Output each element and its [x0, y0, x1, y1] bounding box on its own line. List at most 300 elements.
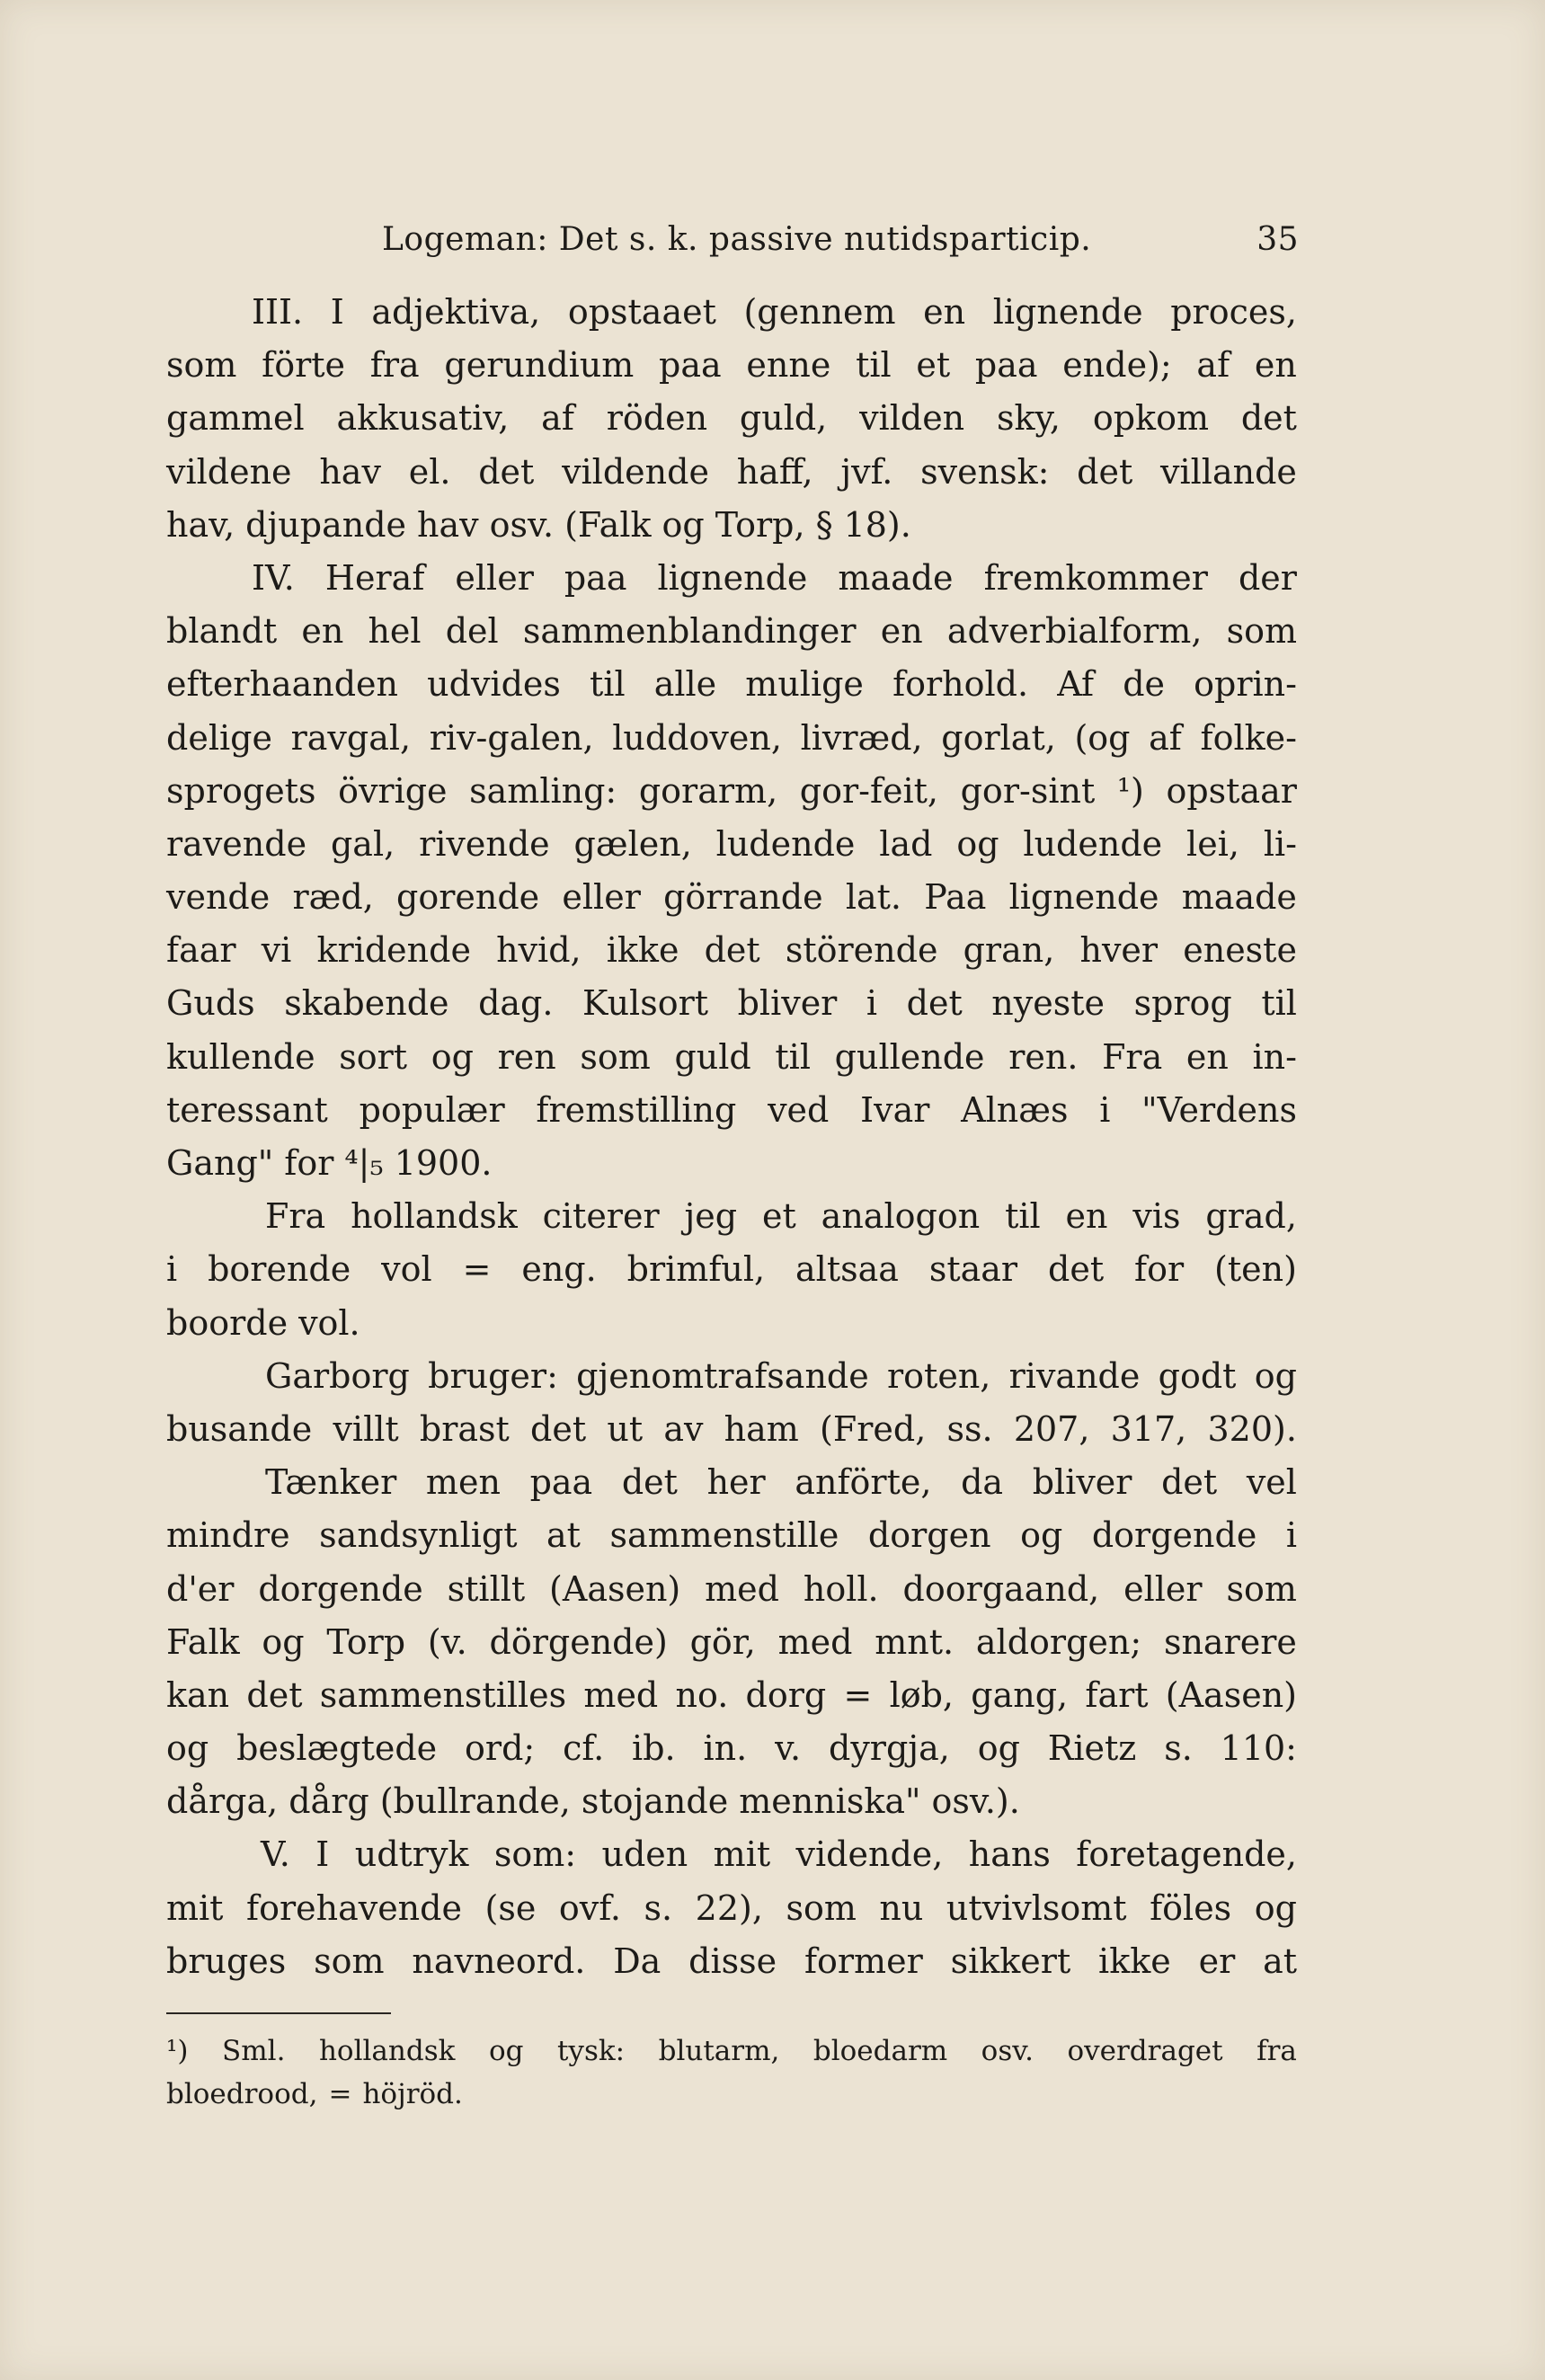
- word: ren: [497, 1036, 556, 1077]
- word: ⁴|₅: [344, 1143, 384, 1183]
- word: lad: [879, 823, 933, 864]
- text-line: [166, 1509, 1297, 1562]
- word: föles: [1150, 1887, 1232, 1928]
- word: og: [262, 1621, 305, 1662]
- word: bloedrood,: [166, 2078, 318, 2110]
- word: til: [590, 664, 626, 705]
- word: hav: [417, 504, 479, 545]
- word: busande: [166, 1408, 313, 1449]
- footnote: [166, 2029, 1297, 2116]
- word: lignende: [1008, 877, 1159, 918]
- word: her: [706, 1462, 766, 1503]
- word: vi: [261, 930, 292, 971]
- word: el.: [408, 451, 451, 492]
- word: lei,: [1186, 823, 1239, 864]
- word: mindre: [166, 1515, 290, 1556]
- body-text: [166, 286, 1297, 1988]
- word: og: [1254, 1355, 1297, 1396]
- word: af: [541, 398, 574, 439]
- text-line: [166, 1935, 1297, 1988]
- word: li-: [1263, 823, 1297, 864]
- word: brast: [419, 1408, 510, 1449]
- word: i: [866, 983, 878, 1024]
- word: det: [246, 1674, 303, 1715]
- word: gang,: [971, 1674, 1069, 1715]
- word: sky,: [996, 398, 1061, 439]
- word: grad,: [1205, 1196, 1297, 1237]
- word: samling:: [469, 770, 617, 811]
- word: eller: [1123, 1568, 1203, 1609]
- word: (gennem: [743, 292, 896, 332]
- word: 317,: [1110, 1408, 1187, 1449]
- word: ss.: [946, 1408, 993, 1449]
- word: adjektiva,: [371, 292, 541, 332]
- word: osv.).: [931, 1781, 1020, 1822]
- word: uden: [601, 1834, 688, 1875]
- word: gor-sint: [960, 770, 1096, 811]
- word: det: [1048, 1249, 1105, 1290]
- word: ikke: [1098, 1940, 1171, 1981]
- word: gör,: [689, 1621, 756, 1662]
- word: v.: [775, 1728, 802, 1769]
- text-line: [166, 1563, 1297, 1616]
- word: III.: [252, 292, 304, 332]
- word: s.: [1164, 1728, 1193, 1769]
- text-line: [166, 1031, 1297, 1084]
- word: Guds: [166, 983, 255, 1024]
- word: jvf.: [840, 451, 893, 492]
- word: sammenstille: [609, 1515, 839, 1556]
- word: stillt: [447, 1568, 526, 1609]
- word: dorgen: [867, 1515, 991, 1556]
- word: vildene: [166, 451, 292, 492]
- word: =: [462, 1249, 492, 1290]
- running-head: [382, 220, 1299, 260]
- word: ræd,: [292, 877, 374, 918]
- word: boorde: [166, 1302, 289, 1343]
- word: gal,: [330, 823, 395, 864]
- word: som: [1226, 611, 1297, 652]
- word: "Verdens: [1141, 1089, 1297, 1130]
- word: hollandsk: [351, 1196, 518, 1237]
- word: 18).: [843, 504, 911, 545]
- text-line: [166, 1350, 1297, 1403]
- word: (Fred,: [820, 1408, 927, 1449]
- word: beslægtede: [236, 1728, 438, 1769]
- word: osv.: [981, 2035, 1034, 2067]
- word: det: [621, 1462, 678, 1503]
- text-line: [166, 605, 1297, 658]
- word: Garborg: [265, 1355, 410, 1396]
- word: for: [1134, 1249, 1185, 1290]
- word: som:: [493, 1834, 577, 1875]
- word: (og: [1074, 717, 1131, 758]
- word: udvides: [427, 664, 561, 705]
- word: 22),: [695, 1887, 763, 1928]
- word: sandsynligt: [319, 1515, 518, 1556]
- word: menniska": [739, 1781, 921, 1822]
- word: Torp,: [715, 504, 805, 545]
- word: (ten): [1214, 1249, 1297, 1290]
- word: ravende: [166, 823, 307, 864]
- text-line: [166, 1828, 1297, 1881]
- word: de: [1123, 664, 1166, 705]
- word: holl.: [803, 1568, 879, 1609]
- word: hvid,: [496, 930, 582, 971]
- word: men: [425, 1462, 501, 1503]
- text-line: [166, 924, 1297, 977]
- text-line: [166, 1190, 1297, 1243]
- word: af: [1149, 717, 1182, 758]
- word: görrande: [663, 877, 823, 918]
- word: bruger:: [428, 1355, 558, 1396]
- word: villt: [333, 1408, 399, 1449]
- word: som: [166, 345, 237, 386]
- word: bloedarm: [812, 2035, 948, 2067]
- word: faar: [166, 930, 236, 971]
- word: blandt: [166, 611, 278, 652]
- word: ved: [768, 1089, 830, 1130]
- word: gullende: [834, 1036, 985, 1077]
- word: et: [916, 345, 951, 386]
- word: vilden: [859, 398, 965, 439]
- word: at: [1263, 1940, 1297, 1981]
- word: snarere: [1163, 1621, 1297, 1662]
- word: aldorgen;: [975, 1621, 1142, 1662]
- word: guld: [674, 1036, 751, 1077]
- word: af: [1196, 345, 1230, 386]
- word: övrige: [338, 770, 448, 811]
- word: förte: [262, 345, 346, 386]
- word: borende: [208, 1249, 351, 1290]
- word: ovf.: [558, 1887, 621, 1928]
- text-line: [166, 871, 1297, 924]
- word: guld,: [739, 398, 828, 439]
- word: gor-feit,: [799, 770, 939, 811]
- word: fart: [1085, 1674, 1149, 1715]
- text-line: [166, 1669, 1297, 1722]
- word: da: [961, 1462, 1004, 1503]
- word: sikkert: [950, 1940, 1071, 1981]
- word: luddoven,: [612, 717, 782, 758]
- word: overdraget: [1067, 2035, 1223, 2067]
- word: citerer: [542, 1196, 660, 1237]
- word: ord;: [465, 1728, 536, 1769]
- word: ¹): [1116, 770, 1144, 811]
- word: (Aasen): [1165, 1674, 1297, 1715]
- text-line: [166, 552, 1297, 605]
- word: mulige: [745, 664, 864, 705]
- word: forehavende: [246, 1887, 462, 1928]
- text-line: [166, 286, 1297, 339]
- word: haff,: [736, 451, 813, 492]
- word: lat.: [845, 877, 901, 918]
- word: en: [923, 292, 966, 332]
- word: med: [705, 1568, 779, 1609]
- text-line: [166, 1882, 1297, 1935]
- word: enne: [746, 345, 831, 386]
- word: =: [328, 2078, 352, 2110]
- word: og: [166, 1728, 209, 1769]
- word: Tænker: [265, 1462, 397, 1503]
- word: med: [583, 1674, 659, 1715]
- word: vildende: [562, 451, 709, 492]
- word: djupande: [245, 504, 407, 545]
- word: udtryk: [354, 1834, 469, 1875]
- word: efterhaanden: [166, 664, 399, 705]
- word: det: [478, 451, 535, 492]
- word: en: [1185, 1036, 1229, 1077]
- word: populær: [359, 1089, 505, 1130]
- word: disse: [688, 1940, 777, 1981]
- word: det: [1161, 1462, 1218, 1503]
- word: en: [1065, 1196, 1108, 1237]
- word: utvivlsomt: [946, 1887, 1127, 1928]
- word: no.: [675, 1674, 729, 1715]
- word: sprog: [1133, 983, 1232, 1024]
- word: og: [662, 504, 705, 545]
- word: bliver: [737, 983, 838, 1024]
- word: hans: [968, 1834, 1051, 1875]
- word: =: [843, 1674, 873, 1715]
- word: vis: [1132, 1196, 1181, 1237]
- word: röden: [606, 398, 708, 439]
- word: dag.: [478, 983, 554, 1024]
- text-line: [166, 1722, 1297, 1775]
- word: I: [330, 292, 344, 332]
- word: 320).: [1207, 1408, 1297, 1449]
- word: som: [786, 1887, 857, 1928]
- word: nyeste: [991, 983, 1105, 1024]
- word: til: [856, 345, 892, 386]
- word: i: [1285, 1515, 1297, 1556]
- word: sammenblandinger: [522, 611, 857, 652]
- word: tysk:: [556, 2035, 626, 2067]
- word: gjenomtrafsande: [576, 1355, 869, 1396]
- word: eneste: [1183, 930, 1297, 971]
- word: det: [530, 1408, 587, 1449]
- word: av: [663, 1408, 704, 1449]
- word: Kulsort: [582, 983, 709, 1024]
- word: opstaaet: [567, 292, 716, 332]
- word: livræd,: [800, 717, 923, 758]
- word: forhold.: [892, 664, 1029, 705]
- word: alle: [653, 664, 717, 705]
- word: hver: [1079, 930, 1159, 971]
- word: gerundium: [444, 345, 635, 386]
- word: maade: [838, 557, 954, 598]
- word: Ivar: [860, 1089, 930, 1130]
- word: oprin-: [1194, 664, 1297, 705]
- word: I: [315, 1834, 330, 1875]
- word: Fra: [265, 1196, 326, 1237]
- word: til: [1261, 983, 1297, 1024]
- word: dyrgja,: [829, 1728, 950, 1769]
- word: vidende,: [795, 1834, 944, 1875]
- word: 207,: [1013, 1408, 1090, 1449]
- word: vel: [1246, 1462, 1297, 1503]
- word: svensk:: [920, 451, 1050, 492]
- text-line: [166, 1297, 1297, 1350]
- word: ren.: [1008, 1036, 1079, 1077]
- word: Gang": [166, 1143, 274, 1183]
- word: nu: [879, 1887, 924, 1928]
- word: ludende: [1023, 823, 1163, 864]
- word: §: [815, 504, 833, 545]
- word: med: [777, 1621, 853, 1662]
- word: fra: [1256, 2035, 1297, 2067]
- word: Fra: [1102, 1036, 1163, 1077]
- word: der: [1238, 557, 1297, 598]
- word: og: [956, 823, 999, 864]
- word: til: [775, 1036, 811, 1077]
- word: 110:: [1220, 1728, 1297, 1769]
- word: som: [314, 1940, 385, 1981]
- word: en: [880, 611, 923, 652]
- word: som: [580, 1036, 651, 1077]
- word: lignende: [657, 557, 808, 598]
- word: ende);: [1062, 345, 1172, 386]
- word: fremstilling: [536, 1089, 737, 1130]
- word: vol: [381, 1249, 432, 1290]
- word: s.: [644, 1887, 673, 1928]
- word: Torp: [326, 1621, 406, 1662]
- word: bruges: [166, 1940, 287, 1981]
- word: akkusativ,: [336, 398, 510, 439]
- word: fremkommer: [983, 557, 1208, 598]
- word: at: [546, 1515, 581, 1556]
- word: Heraf: [324, 557, 425, 598]
- word: folke-: [1200, 717, 1297, 758]
- word: mit: [713, 1834, 771, 1875]
- word: staar: [928, 1249, 1018, 1290]
- page-number: 35: [1256, 221, 1299, 258]
- word: det: [906, 983, 963, 1024]
- footnote-line: [166, 2073, 1297, 2116]
- text-line: [166, 1403, 1297, 1456]
- word: det: [704, 930, 760, 971]
- word: störende: [785, 930, 938, 971]
- word: roten,: [887, 1355, 991, 1396]
- word: det: [1240, 398, 1297, 439]
- word: opkom: [1092, 398, 1209, 439]
- word: blutarm,: [658, 2035, 780, 2067]
- word: fra: [369, 345, 420, 386]
- word: (v.: [427, 1621, 467, 1662]
- word: lignende: [992, 292, 1143, 332]
- word: Sml.: [222, 2035, 286, 2067]
- word: dorg: [745, 1674, 827, 1715]
- word: V.: [261, 1834, 290, 1875]
- word: ut: [607, 1408, 644, 1449]
- word: gammel: [166, 398, 305, 439]
- word: paa: [564, 557, 627, 598]
- word: cf.: [563, 1728, 605, 1769]
- text-line: [166, 499, 1297, 552]
- word: og: [488, 2035, 524, 2067]
- word: Rietz: [1047, 1728, 1137, 1769]
- word: bliver: [1032, 1462, 1132, 1503]
- word: sort: [339, 1036, 408, 1077]
- word: maade: [1181, 877, 1297, 918]
- word: gorende: [396, 877, 540, 918]
- header-title: Logeman: Det s. k. passive nutidsparticip.: [382, 221, 1092, 258]
- word: er: [1198, 1940, 1236, 1981]
- word: gran,: [963, 930, 1055, 971]
- word: paa: [974, 345, 1038, 386]
- word: Af: [1057, 664, 1095, 705]
- word: gorarm,: [638, 770, 778, 811]
- footnote-line: [166, 2029, 1297, 2073]
- word: ib.: [632, 1728, 676, 1769]
- word: hav: [319, 451, 381, 492]
- word: kan: [166, 1674, 230, 1715]
- word: in.: [703, 1728, 748, 1769]
- word: ikke: [606, 930, 679, 971]
- text-line: [166, 818, 1297, 871]
- word: paa: [659, 345, 722, 386]
- text-line: [166, 712, 1297, 765]
- word: in-: [1252, 1036, 1297, 1077]
- footnote-rule: [166, 2012, 391, 2014]
- word: ham: [724, 1408, 799, 1449]
- word: brimful,: [626, 1249, 766, 1290]
- word: dörgende): [489, 1621, 668, 1662]
- word: og: [977, 1728, 1020, 1769]
- word: (Aasen): [549, 1568, 681, 1609]
- word: sammenstilles: [319, 1674, 567, 1715]
- word: mnt.: [875, 1621, 955, 1662]
- text-line: [166, 1243, 1297, 1296]
- word: stojande: [581, 1781, 729, 1822]
- word: ludende: [715, 823, 856, 864]
- text-line: [166, 658, 1297, 711]
- word: osv.: [489, 504, 555, 545]
- word: dorgende: [1091, 1515, 1257, 1556]
- word: skabende: [284, 983, 449, 1024]
- word: hollandsk: [318, 2035, 456, 2067]
- word: dorgende: [258, 1568, 423, 1609]
- word: jeg: [684, 1196, 738, 1237]
- word: til: [1005, 1196, 1041, 1237]
- word: ¹): [166, 2035, 189, 2067]
- word: (Falk: [564, 504, 652, 545]
- word: eller: [455, 557, 534, 598]
- text-line: [166, 1137, 1297, 1190]
- word: Paa: [924, 877, 987, 918]
- word: en: [1254, 345, 1297, 386]
- word: d'er: [166, 1568, 235, 1609]
- word: Falk: [166, 1621, 240, 1662]
- word: kullende: [166, 1036, 315, 1077]
- word: hav,: [166, 504, 235, 545]
- text-line: [166, 1456, 1297, 1509]
- word: foretagende,: [1076, 1834, 1297, 1875]
- word: (se: [484, 1887, 537, 1928]
- word: i: [166, 1249, 178, 1290]
- word: og: [1254, 1887, 1297, 1928]
- word: proces,: [1170, 292, 1297, 332]
- word: altsaa: [795, 1249, 899, 1290]
- word: godt: [1158, 1355, 1237, 1396]
- text-line: [166, 977, 1297, 1030]
- word: ravgal,: [290, 717, 412, 758]
- word: vende: [166, 877, 271, 918]
- word: hel: [368, 611, 422, 652]
- word: dårg: [289, 1781, 369, 1822]
- text-line: [166, 1084, 1297, 1137]
- word: paa: [529, 1462, 593, 1503]
